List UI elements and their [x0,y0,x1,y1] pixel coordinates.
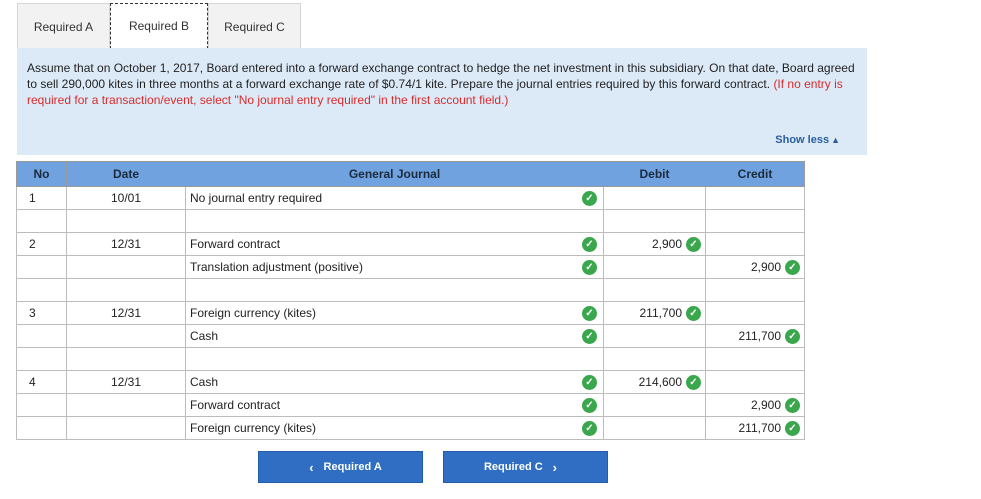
next-button-label: Required C [483,461,543,473]
entry-number: 2 [17,233,67,256]
entry-number [17,256,67,279]
credit-field[interactable] [706,394,805,417]
debit-field[interactable] [604,256,706,279]
account-field[interactable] [186,371,604,394]
account-field[interactable] [186,233,604,256]
credit-field[interactable] [706,256,805,279]
credit-field[interactable] [706,371,805,394]
spacer-cell [67,279,186,302]
spacer-cell [17,210,67,233]
table-row [17,256,805,279]
debit-amount-wrap [639,375,701,390]
credit-amount: 211,700 [738,329,781,343]
account-name: Cash [190,375,219,389]
chevron-right-icon: › [552,459,558,475]
prev-button-label: Required A [323,461,382,473]
header-general-journal: General Journal [186,162,604,187]
table-row [17,302,805,325]
debit-amount: 211,700 [639,306,682,320]
entry-date: 12/31 [67,233,186,256]
debit-field[interactable] [604,325,706,348]
spacer-cell [186,279,604,302]
check-circle-icon: ✓ [785,329,800,344]
table-row [17,417,805,440]
table-row [17,325,805,348]
credit-field[interactable] [706,302,805,325]
table-row [17,371,805,394]
entry-date: 12/31 [67,371,186,394]
account-name: Foreign currency (kites) [190,421,317,435]
credit-field[interactable] [706,325,805,348]
account-name: No journal entry required [190,191,323,205]
check-circle-icon: ✓ [686,306,701,321]
check-circle-icon: ✓ [582,260,597,275]
debit-field[interactable] [604,417,706,440]
show-less-label: Show less [775,134,830,146]
debit-amount: 214,600 [638,375,682,389]
spacer-cell [17,348,67,371]
debit-amount-wrap [652,237,701,252]
triangle-up-icon: ▲ [831,135,840,145]
credit-amount-wrap [751,398,800,413]
check-circle-icon: ✓ [582,237,597,252]
account-name: Foreign currency (kites) [190,306,317,320]
tab-required-c[interactable]: Required C [208,3,301,49]
credit-field[interactable] [706,187,805,210]
spacer-cell [186,210,604,233]
check-circle-icon: ✓ [582,398,597,413]
debit-field[interactable] [604,187,706,210]
entry-date [67,417,186,440]
spacer-cell [604,210,706,233]
account-field[interactable] [186,187,604,210]
check-circle-icon: ✓ [686,237,701,252]
debit-field[interactable] [604,394,706,417]
spacer-cell [67,210,186,233]
debit-amount-wrap [640,306,702,321]
header-debit: Debit [604,162,706,187]
credit-amount: 2,900 [750,260,781,274]
account-field[interactable] [186,394,604,417]
account-name: Translation adjustment (positive) [190,260,363,274]
tab-required-a[interactable]: Required A [17,3,110,49]
entry-date [67,325,186,348]
instructions-text: Assume that on October 1, 2017, Board entered into a forward exchange contract to hedge the net investment in this subsidiary. On that date, Board agreed to sell 290,000 kites in three months at a forward exchange rate of $0.74/1 kite. Prepare the journal entries required by this forward contract. [27,61,855,91]
table-row [17,233,805,256]
entry-number [17,394,67,417]
check-circle-icon: ✓ [582,306,597,321]
check-circle-icon: ✓ [785,421,800,436]
credit-amount-wrap [751,260,800,275]
entry-date: 12/31 [67,302,186,325]
debit-field[interactable] [604,302,706,325]
account-field[interactable] [186,417,604,440]
prev-required-a-button[interactable] [258,451,423,483]
spacer-cell [17,279,67,302]
header-credit: Credit [706,162,805,187]
check-circle-icon: ✓ [582,421,597,436]
account-field[interactable] [186,256,604,279]
check-circle-icon: ✓ [582,329,597,344]
show-less-link[interactable] [775,132,840,148]
spacer-cell [706,279,805,302]
credit-amount: 2,900 [750,398,781,412]
instructions-note: (If no entry is required for a transaction/event, select "No journal entry required" in the first account field.) [27,77,843,107]
chevron-left-icon: ‹ [309,459,314,475]
entry-number: 3 [17,302,67,325]
account-field[interactable] [186,302,604,325]
account-field[interactable] [186,325,604,348]
debit-amount: 2,900 [651,237,682,251]
table-row [17,394,805,417]
spacer-cell [604,348,706,371]
check-circle-icon: ✓ [582,191,597,206]
spacer-cell [186,348,604,371]
account-name: Forward contract [190,237,281,251]
entry-date [67,256,186,279]
credit-amount-wrap [739,421,801,436]
check-circle-icon: ✓ [785,398,800,413]
credit-field[interactable] [706,417,805,440]
spacer-cell [67,348,186,371]
debit-field[interactable] [604,233,706,256]
journal-table [16,161,805,440]
tab-required-b[interactable]: Required B [110,3,208,49]
entry-date: 10/01 [67,187,186,210]
entry-number [17,417,67,440]
check-circle-icon: ✓ [582,375,597,390]
credit-field[interactable] [706,233,805,256]
credit-amount: 211,700 [738,421,781,435]
next-required-c-button[interactable] [443,451,608,483]
entry-date [67,394,186,417]
table-row [17,187,805,210]
credit-amount-wrap [739,329,801,344]
account-name: Cash [190,329,219,343]
spacer-row [17,210,805,233]
entry-number: 4 [17,371,67,394]
spacer-cell [706,348,805,371]
account-name: Forward contract [190,398,281,412]
table-header-row [17,162,805,187]
tab-bar [17,3,867,49]
entry-number: 1 [17,187,67,210]
spacer-cell [604,279,706,302]
header-no: No [17,162,67,187]
header-date: Date [67,162,186,187]
spacer-row [17,279,805,302]
check-circle-icon: ✓ [785,260,800,275]
spacer-cell [706,210,805,233]
spacer-row [17,348,805,371]
entry-number [17,325,67,348]
check-circle-icon: ✓ [686,375,701,390]
instructions-panel [17,48,867,155]
debit-field[interactable] [604,371,706,394]
